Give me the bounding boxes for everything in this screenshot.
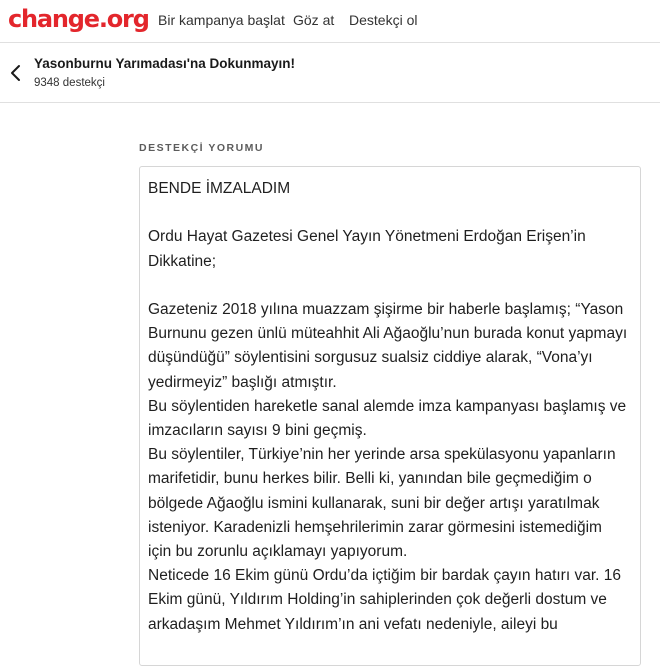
nav-start-campaign[interactable]: Bir kampanya başlat [158,12,285,28]
comment-paragraph: Bu söylentiler, Türkiye’nin her yerinde arsa spekülasyonu yapanların marifetidir, bunu herkes bilir. Belli ki, yanından bile geçmediğim o bölgede Ağaoğlu ismini kullanarak, suni bir değer artışı yaratılmak isteniyor. Karadenizli hemşehrilerimin zarar görmesini istemediğim için bu zorunlu açıklamayı yapıyorum. [148,446,616,561]
nav-browse[interactable]: Göz at [293,12,335,28]
header-divider [0,42,660,43]
petition-divider [0,102,660,103]
supporter-comment [139,166,641,666]
supporter-count: 9348 destekçi [34,77,105,89]
comment-paragraph: Neticede 16 Ekim günü Ordu’da içtiğim bir bardak çayın hatırı var. 16 Ekim günü, Yıldırım Holding’in sahiplerinden çok değerli dostum ve arkadaşım Mehmet Yıldırım’ın ani vefatı nedeniyle, aileyi bu [148,567,621,633]
top-navigation [0,0,660,42]
comment-paragraph: Gazeteniz 2018 yılına muazzam şişirme bir haberle başlamış; “Yason Burnunu gezen ünlü müteahhit Ali Ağaoğlu’nun burada konut yapmayı düşündüğü” söylentisini sorgusuz sualsiz ciddiye alarak, “Vona’yı yedirmeyiz” başlığı atmıştır. [148,300,628,391]
chevron-left-icon [8,63,24,83]
comment-paragraph: BENDE İMZALADIM [148,180,291,197]
section-label: DESTEKÇİ YORUMU [139,142,264,154]
comment-paragraph: Ordu Hayat Gazetesi Genel Yayın Yönetmeni Erdoğan Erişen’in Dikkatine; [148,228,586,270]
nav-become-supporter[interactable]: Destekçi ol [349,12,418,28]
change-org-logo[interactable]: change.org [8,5,149,33]
petition-title[interactable]: Yasonburnu Yarımadası'na Dokunmayın! [34,56,296,71]
back-button[interactable] [8,63,24,83]
comment-paragraph: Bu söylentiden hareketle sanal alemde imza kampanyası başlamış ve imzacıların sayısı 9 bini geçmiş. [148,397,627,439]
